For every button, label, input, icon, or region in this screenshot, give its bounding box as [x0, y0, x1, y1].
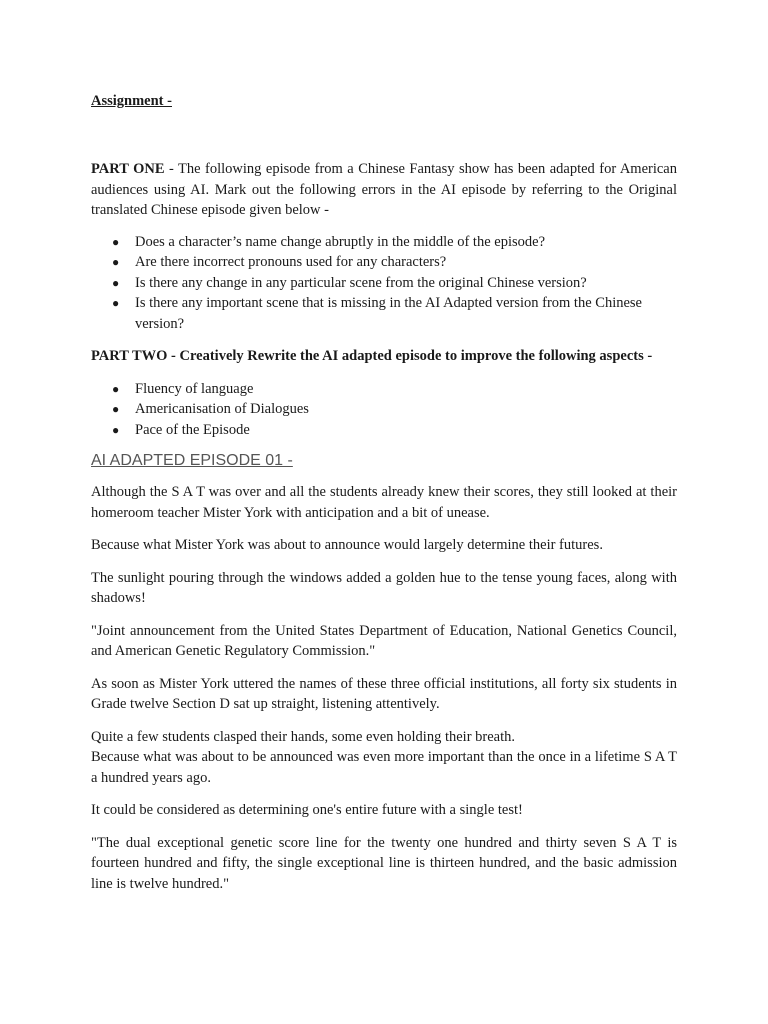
bullet-icon: ●	[112, 234, 120, 249]
bullet-icon: ●	[112, 381, 120, 396]
list-item-text: Is there any change in any particular scene from the original Chinese version?	[135, 274, 587, 291]
document-page	[91, 91, 677, 894]
story-paragraph: Because what Mister York was about to announce would largely determine their futures.	[91, 537, 603, 553]
list-item-text: Fluency of language	[135, 380, 254, 397]
story-paragraph: Because what was about to be announced was even more important than the once in a lifetime S A T a hundred years ago.	[91, 749, 677, 786]
bullet-icon: ●	[112, 255, 120, 269]
story-paragraph: Although the S A T was over and all the students already knew their scores, they still looked at their homeroom teacher Mister York with anticipation and a bit of unease.	[91, 484, 677, 521]
assignment-title: Assignment -	[91, 93, 172, 109]
bullet-icon: ●	[112, 296, 120, 310]
list-item-text: Pace of the Episode	[135, 421, 250, 438]
part-two-instructions: PART TWO - Creatively Rewrite the AI adapted episode to improve the following aspects -	[91, 348, 653, 364]
bullet-icon: ●	[112, 402, 120, 416]
part-one-checklist	[91, 232, 677, 335]
story-paragraph: It could be considered as determining one's entire future with a single test!	[91, 802, 523, 818]
part-one-text: - The following episode from a Chinese Fantasy show has been adapted for American audiences using AI. Mark out the following errors in the AI episode by referring to the Original translated Chinese episode given below -	[91, 161, 677, 218]
story-paragraph: "Joint announcement from the United States Department of Education, National Genetics Council, and American Genetic Regulatory Commission."	[91, 622, 677, 659]
list-item-text: Is there any important scene that is missing in the AI Adapted version from the Chinese version?	[135, 295, 642, 332]
list-item	[91, 273, 677, 294]
list-item-text: Americanisation of Dialogues	[135, 401, 309, 417]
story-paragraph: The sunlight pouring through the windows added a golden hue to the tense young faces, along with shadows!	[91, 569, 677, 606]
bullet-icon: ●	[112, 422, 120, 437]
bullet-icon: ●	[112, 275, 120, 290]
story-paragraph: Quite a few students clasped their hands, some even holding their breath.	[91, 728, 516, 745]
list-item-text: Does a character’s name change abruptly in the middle of the episode?	[135, 233, 546, 250]
list-item-text: Are there incorrect pronouns used for any characters?	[135, 254, 447, 270]
story-paragraph: As soon as Mister York uttered the names of these three official institutions, all forty six students in Grade twelve Section D sat up straight, listening attentively.	[91, 675, 677, 712]
part-one-label: PART ONE	[91, 161, 165, 177]
list-item	[91, 399, 677, 420]
part-two-checklist	[91, 379, 677, 441]
list-item	[91, 252, 677, 273]
list-item	[91, 420, 677, 441]
list-item	[91, 232, 677, 253]
list-item	[91, 379, 677, 400]
story-paragraph: "The dual exceptional genetic score line for the twenty one hundred and thirty seven S A T is fourteen hundred and fifty, the single exceptional line is thirteen hundred, and the basic admission line is twelve hundred."	[91, 834, 677, 892]
episode-heading: AI ADAPTED EPISODE 01 -	[91, 452, 293, 469]
part-one-instructions	[91, 159, 677, 221]
list-item	[91, 293, 677, 334]
